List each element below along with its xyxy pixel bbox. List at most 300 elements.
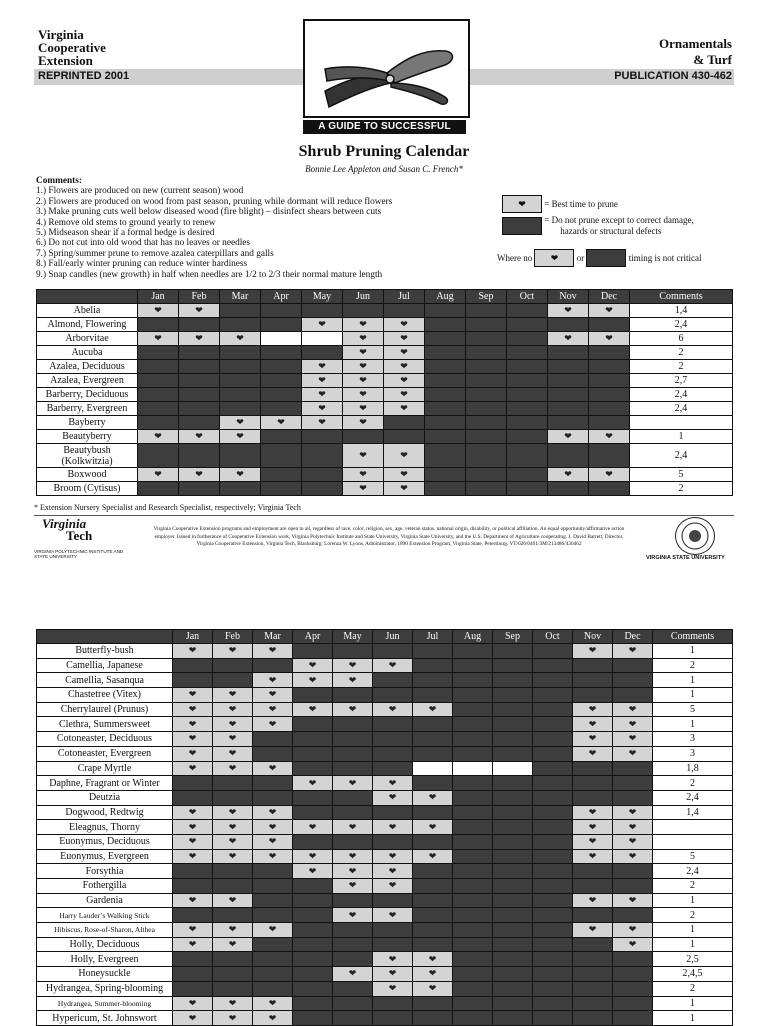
month-cell-do-not-prune [253,732,293,747]
heart-icon [343,444,384,468]
month-cell-do-not-prune [573,908,613,923]
month-cell-do-not-prune [453,879,493,894]
heart-icon [213,893,253,908]
month-cell-do-not-prune [613,1011,653,1026]
month-cell-do-not-prune [333,937,373,952]
header-month: Mar [253,630,293,644]
month-cell-do-not-prune [573,996,613,1011]
comment-ref: 2 [653,776,733,791]
heart-icon [179,332,220,346]
heart-icon [293,864,333,879]
pruning-table-2 [36,629,733,1026]
month-cell-do-not-prune [493,879,533,894]
month-cell-do-not-prune [613,688,653,703]
month-cell-do-not-prune [302,304,343,318]
month-cell-do-not-prune [413,996,453,1011]
month-cell-do-not-prune [293,996,333,1011]
month-cell-do-not-prune [261,482,302,496]
comment-ref: 1,4 [653,805,733,820]
heart-icon [253,1011,293,1026]
month-cell-do-not-prune [507,430,548,444]
heart-icon [220,416,261,430]
table-row [37,996,733,1011]
comment-ref: 2,4,5 [653,967,733,982]
comment-ref: 2,4 [630,402,733,416]
month-cell-do-not-prune [213,981,253,996]
month-cell-do-not-prune [253,776,293,791]
month-cell-do-not-prune [333,717,373,732]
comment-ref: 1 [653,717,733,732]
plant-name: Arborvitae [37,332,138,346]
month-cell-do-not-prune [466,430,507,444]
comment-item: 1.) Flowers are produced on new (current season) wood [36,186,244,197]
month-cell-do-not-prune [213,879,253,894]
month-cell-do-not-prune [413,879,453,894]
header-month: Nov [548,290,589,304]
header-month: Aug [425,290,466,304]
heart-icon [343,360,384,374]
reprinted-label: REPRINTED 2001 [38,70,130,82]
month-cell-do-not-prune [453,688,493,703]
heart-icon [413,952,453,967]
heart-icon [213,644,253,659]
heart-icon [613,805,653,820]
legend-not-critical: Where no ❤ or timing is not critical [497,249,701,267]
month-cell-do-not-prune [453,644,493,659]
heart-icon [333,879,373,894]
month-cell-do-not-prune [138,444,179,468]
heart-icon [548,468,589,482]
month-cell-do-not-prune [173,776,213,791]
month-cell-do-not-prune [548,444,589,468]
month-cell-do-not-prune [533,996,573,1011]
heart-icon [343,388,384,402]
comment-ref: 2 [630,482,733,496]
extension-logo-text: Virginia Cooperative Extension [38,27,106,68]
comment-item: 6.) Do not cut into old wood that has no leaves or needles [36,238,251,249]
heart-icon [253,820,293,835]
vsu-name: VIRGINIA STATE UNIVERSITY [646,555,725,561]
comment-ref [653,820,733,835]
month-cell-do-not-prune [425,388,466,402]
header-month: Nov [573,630,613,644]
month-cell-do-not-prune [533,702,573,717]
month-cell-do-not-prune [466,468,507,482]
month-cell-do-not-prune [179,482,220,496]
month-cell-do-not-prune [493,673,533,688]
month-cell-do-not-prune [453,673,493,688]
comment-ref: 1 [653,688,733,703]
month-cell-do-not-prune [453,981,493,996]
month-cell-do-not-prune [302,482,343,496]
month-cell-do-not-prune [453,746,493,761]
month-cell-do-not-prune [179,416,220,430]
table-row [37,805,733,820]
table-row [37,908,733,923]
month-cell-do-not-prune [589,482,630,496]
heart-icon [343,402,384,416]
month-cell-do-not-prune [613,790,653,805]
legend-dark-swatch [586,249,626,267]
plant-name: Deutzia [37,790,173,805]
month-cell-do-not-prune [293,1011,333,1026]
heart-icon [373,658,413,673]
table-row [37,482,733,496]
month-cell-do-not-prune [533,732,573,747]
plant-name: Holly, Deciduous [37,937,173,952]
month-cell-do-not-prune [413,893,453,908]
comment-ref: 2 [653,658,733,673]
page-title: Shrub Pruning Calendar [298,143,470,160]
heart-icon [173,688,213,703]
month-cell-do-not-prune [173,790,213,805]
header-month: Feb [213,630,253,644]
heart-icon [220,430,261,444]
month-cell-do-not-prune [425,482,466,496]
table-row [37,820,733,835]
heart-icon [173,732,213,747]
vt-logo-tech: Tech [66,528,93,543]
plant-name: Euonymus, Deciduous [37,834,173,849]
comment-ref: 6 [630,332,733,346]
month-cell-do-not-prune [493,688,533,703]
header-month: Jun [373,630,413,644]
month-cell-do-not-prune [373,673,413,688]
table-row [37,688,733,703]
month-cell-do-not-prune [333,761,373,776]
header-month: May [302,290,343,304]
table-row [37,937,733,952]
month-cell-do-not-prune [533,820,573,835]
heart-icon [384,444,425,468]
heart-icon [333,864,373,879]
heart-icon [613,937,653,952]
month-cell-do-not-prune [613,658,653,673]
heart-icon [173,923,213,938]
heart-icon [253,834,293,849]
month-cell-do-not-prune [493,923,533,938]
month-cell-do-not-prune [173,673,213,688]
table-row [37,444,733,468]
month-cell-do-not-prune [548,482,589,496]
heart-icon [179,304,220,318]
month-cell-do-not-prune [261,374,302,388]
comment-ref: 2 [653,981,733,996]
month-cell-do-not-prune [213,776,253,791]
table-row [37,318,733,332]
month-cell-do-not-prune [384,304,425,318]
month-cell-do-not-prune [533,1011,573,1026]
month-cell-do-not-prune [293,790,333,805]
comment-ref: 1 [653,1011,733,1026]
heart-icon [179,430,220,444]
plant-name: Aucuba [37,346,138,360]
month-cell-do-not-prune [533,761,573,776]
month-cell-do-not-prune [493,776,533,791]
heart-icon [253,849,293,864]
month-cell-do-not-prune [573,761,613,776]
heart-icon [343,318,384,332]
heart-icon [173,893,213,908]
month-cell-do-not-prune [138,360,179,374]
comment-ref: 2,4 [630,444,733,468]
month-cell-do-not-prune [453,849,493,864]
month-cell-do-not-prune [220,444,261,468]
comment-ref: 3 [653,746,733,761]
heart-icon [213,923,253,938]
heart-icon [138,468,179,482]
heart-icon [173,702,213,717]
month-cell-do-not-prune [261,318,302,332]
heart-icon [573,923,613,938]
heart-icon [413,849,453,864]
heart-icon [373,790,413,805]
comment-ref: 1,8 [653,761,733,776]
heart-icon [213,849,253,864]
header-plant [37,290,138,304]
month-cell-do-not-prune [573,952,613,967]
heart-icon [333,908,373,923]
month-cell-do-not-prune [253,967,293,982]
heart-icon [573,849,613,864]
month-cell-do-not-prune [333,644,373,659]
heart-icon [343,482,384,496]
month-cell-do-not-prune [179,388,220,402]
month-cell-not-critical [493,761,533,776]
month-cell-do-not-prune [333,834,373,849]
plant-name: Holly, Evergreen [37,952,173,967]
month-cell-do-not-prune [507,388,548,402]
heart-icon [333,702,373,717]
month-cell-do-not-prune [613,996,653,1011]
heart-icon [384,346,425,360]
heart-icon [343,416,384,430]
header-comments: Comments [653,630,733,644]
month-cell-do-not-prune [453,732,493,747]
heart-icon [138,430,179,444]
comment-item: 2.) Flowers are produced on wood from past season, pruning while dormant will reduce flowers [36,196,393,207]
heart-icon [589,430,630,444]
header-month: Sep [493,630,533,644]
month-cell-do-not-prune [493,981,533,996]
comment-ref: 2 [653,908,733,923]
heart-icon [253,673,293,688]
table-row [37,776,733,791]
plant-name: Bayberry [37,416,138,430]
month-cell-do-not-prune [613,864,653,879]
legend-best: ❤ = Best time to prune [502,195,618,213]
month-cell-do-not-prune [333,746,373,761]
plant-name: Hydrangea, Summer-blooming [37,996,173,1011]
plant-name: Azalea, Deciduous [37,360,138,374]
table-row [37,374,733,388]
month-cell-do-not-prune [213,864,253,879]
heart-icon [589,304,630,318]
month-cell-do-not-prune [425,444,466,468]
month-cell-do-not-prune [613,952,653,967]
plant-name: Hibiscus, Rose-of-Sharon, Althea [37,923,173,938]
heart-icon [384,468,425,482]
table-row [37,717,733,732]
comment-ref: 2,4 [653,864,733,879]
month-cell-do-not-prune [293,717,333,732]
month-cell-do-not-prune [507,402,548,416]
month-cell-do-not-prune [453,717,493,732]
month-cell-do-not-prune [302,444,343,468]
vt-logo-subtitle: VIRGINIA POLYTECHNIC INSTITUTE AND STATE UNIVERSITY [34,549,124,559]
heart-icon [373,864,413,879]
heart-icon [261,416,302,430]
heart-icon [373,702,413,717]
header-month: Jul [384,290,425,304]
comment-ref: 1 [653,923,733,938]
month-cell-do-not-prune [413,688,453,703]
month-cell-do-not-prune [220,318,261,332]
heart-icon [613,746,653,761]
month-cell-do-not-prune [293,937,333,952]
month-cell-do-not-prune [138,482,179,496]
plant-name: Euonymus, Evergreen [37,849,173,864]
heart-icon [213,688,253,703]
heart-icon [384,482,425,496]
header-month: Feb [179,290,220,304]
comment-item: 8.) Fall/early winter pruning can reduce winter hardiness [36,259,248,270]
month-cell-do-not-prune [138,388,179,402]
month-cell-do-not-prune [453,952,493,967]
heart-icon [343,332,384,346]
month-cell-do-not-prune [425,332,466,346]
disclaimer: Virginia Cooperative Extension programs and employment are open to all, regardless of race, color, religion, sex, age, veteran status, national origin, disability, or political affiliation. An equal opportunity/affirmative action employer. Issued in furtherance of Cooperative Extension work, Virginia Polytechnic Institute and State University, Virginia State University, and the U.S. Department of Agriculture cooperating. J. David Barrett, Director, Virginia Cooperative Extension, Virginia Tech, Blacksburg; Lorenza W. Lyons, Administrator, 1890 Extension Program, Virginia State, Petersburg. VT/026/0401/3M/213486/430462 [153,526,625,548]
heart-icon [573,893,613,908]
month-cell-do-not-prune [425,468,466,482]
month-cell-do-not-prune [293,761,333,776]
month-cell-do-not-prune [173,658,213,673]
header-month: Apr [293,630,333,644]
month-cell-do-not-prune [453,790,493,805]
month-cell-do-not-prune [453,834,493,849]
heart-icon [213,1011,253,1026]
month-cell-not-critical [261,332,302,346]
publication-number: PUBLICATION 430-462 [614,70,732,82]
heart-icon [293,702,333,717]
month-cell-do-not-prune [253,908,293,923]
month-cell-do-not-prune [493,805,533,820]
month-cell-do-not-prune [493,937,533,952]
month-cell-do-not-prune [413,834,453,849]
plant-name: Beautyberry [37,430,138,444]
month-cell-do-not-prune [293,805,333,820]
month-cell-do-not-prune [138,402,179,416]
month-cell-do-not-prune [507,468,548,482]
heart-icon [173,644,213,659]
heart-icon [173,746,213,761]
heart-icon [333,658,373,673]
comment-ref: 2,4 [630,388,733,402]
heart-icon [220,332,261,346]
month-cell-do-not-prune [493,790,533,805]
month-cell-do-not-prune [453,820,493,835]
month-cell-do-not-prune [507,444,548,468]
month-cell-do-not-prune [589,374,630,388]
table-row [37,402,733,416]
heart-icon [589,468,630,482]
heart-icon [373,908,413,923]
plant-name: Gardenia [37,893,173,908]
month-cell-do-not-prune [453,996,493,1011]
heart-icon [213,717,253,732]
plant-name: Forsythia [37,864,173,879]
month-cell-do-not-prune [413,658,453,673]
month-cell-do-not-prune [333,981,373,996]
month-cell-do-not-prune [253,952,293,967]
table-row [37,304,733,318]
header-month: May [333,630,373,644]
plant-name: Abelia [37,304,138,318]
heart-icon [213,834,253,849]
heart-icon [613,923,653,938]
month-cell-do-not-prune [261,430,302,444]
month-cell-do-not-prune [425,318,466,332]
table-row [37,981,733,996]
month-cell-do-not-prune [453,864,493,879]
plant-name: Beautybush (Kolkwitzia) [37,444,138,468]
header-month: Dec [613,630,653,644]
month-cell-do-not-prune [220,388,261,402]
month-cell-do-not-prune [261,304,302,318]
header-month: Aug [453,630,493,644]
month-cell-do-not-prune [373,746,413,761]
month-cell-do-not-prune [533,864,573,879]
month-cell-do-not-prune [533,981,573,996]
comment-ref: 1 [630,430,733,444]
month-cell-do-not-prune [213,967,253,982]
comment-ref: 2,4 [653,790,733,805]
heart-icon [413,967,453,982]
table-row [37,416,733,430]
month-cell-do-not-prune [533,805,573,820]
comment-ref: 1 [653,996,733,1011]
month-cell-do-not-prune [533,923,573,938]
heart-icon [333,967,373,982]
month-cell-do-not-prune [413,644,453,659]
month-cell-do-not-prune [533,790,573,805]
month-cell-do-not-prune [425,360,466,374]
heart-icon [213,702,253,717]
heart-icon [384,374,425,388]
month-cell-do-not-prune [302,346,343,360]
heart-icon [573,805,613,820]
month-cell-not-critical [302,332,343,346]
heart-icon [573,702,613,717]
month-cell-do-not-prune [493,849,533,864]
month-cell-do-not-prune [533,746,573,761]
month-cell-do-not-prune [413,864,453,879]
month-cell-do-not-prune [466,402,507,416]
month-cell-do-not-prune [293,967,333,982]
month-cell-do-not-prune [373,732,413,747]
month-cell-do-not-prune [373,717,413,732]
table-body-2 [37,644,733,1026]
heart-icon [373,879,413,894]
table-row [37,893,733,908]
plant-name: Crape Myrtle [37,761,173,776]
month-cell-do-not-prune [573,658,613,673]
plant-name: Azalea, Evergreen [37,374,138,388]
comment-ref: 1 [653,644,733,659]
month-cell-do-not-prune [293,746,333,761]
month-cell-do-not-prune [466,304,507,318]
plant-name: Eleagnus, Thorny [37,820,173,835]
